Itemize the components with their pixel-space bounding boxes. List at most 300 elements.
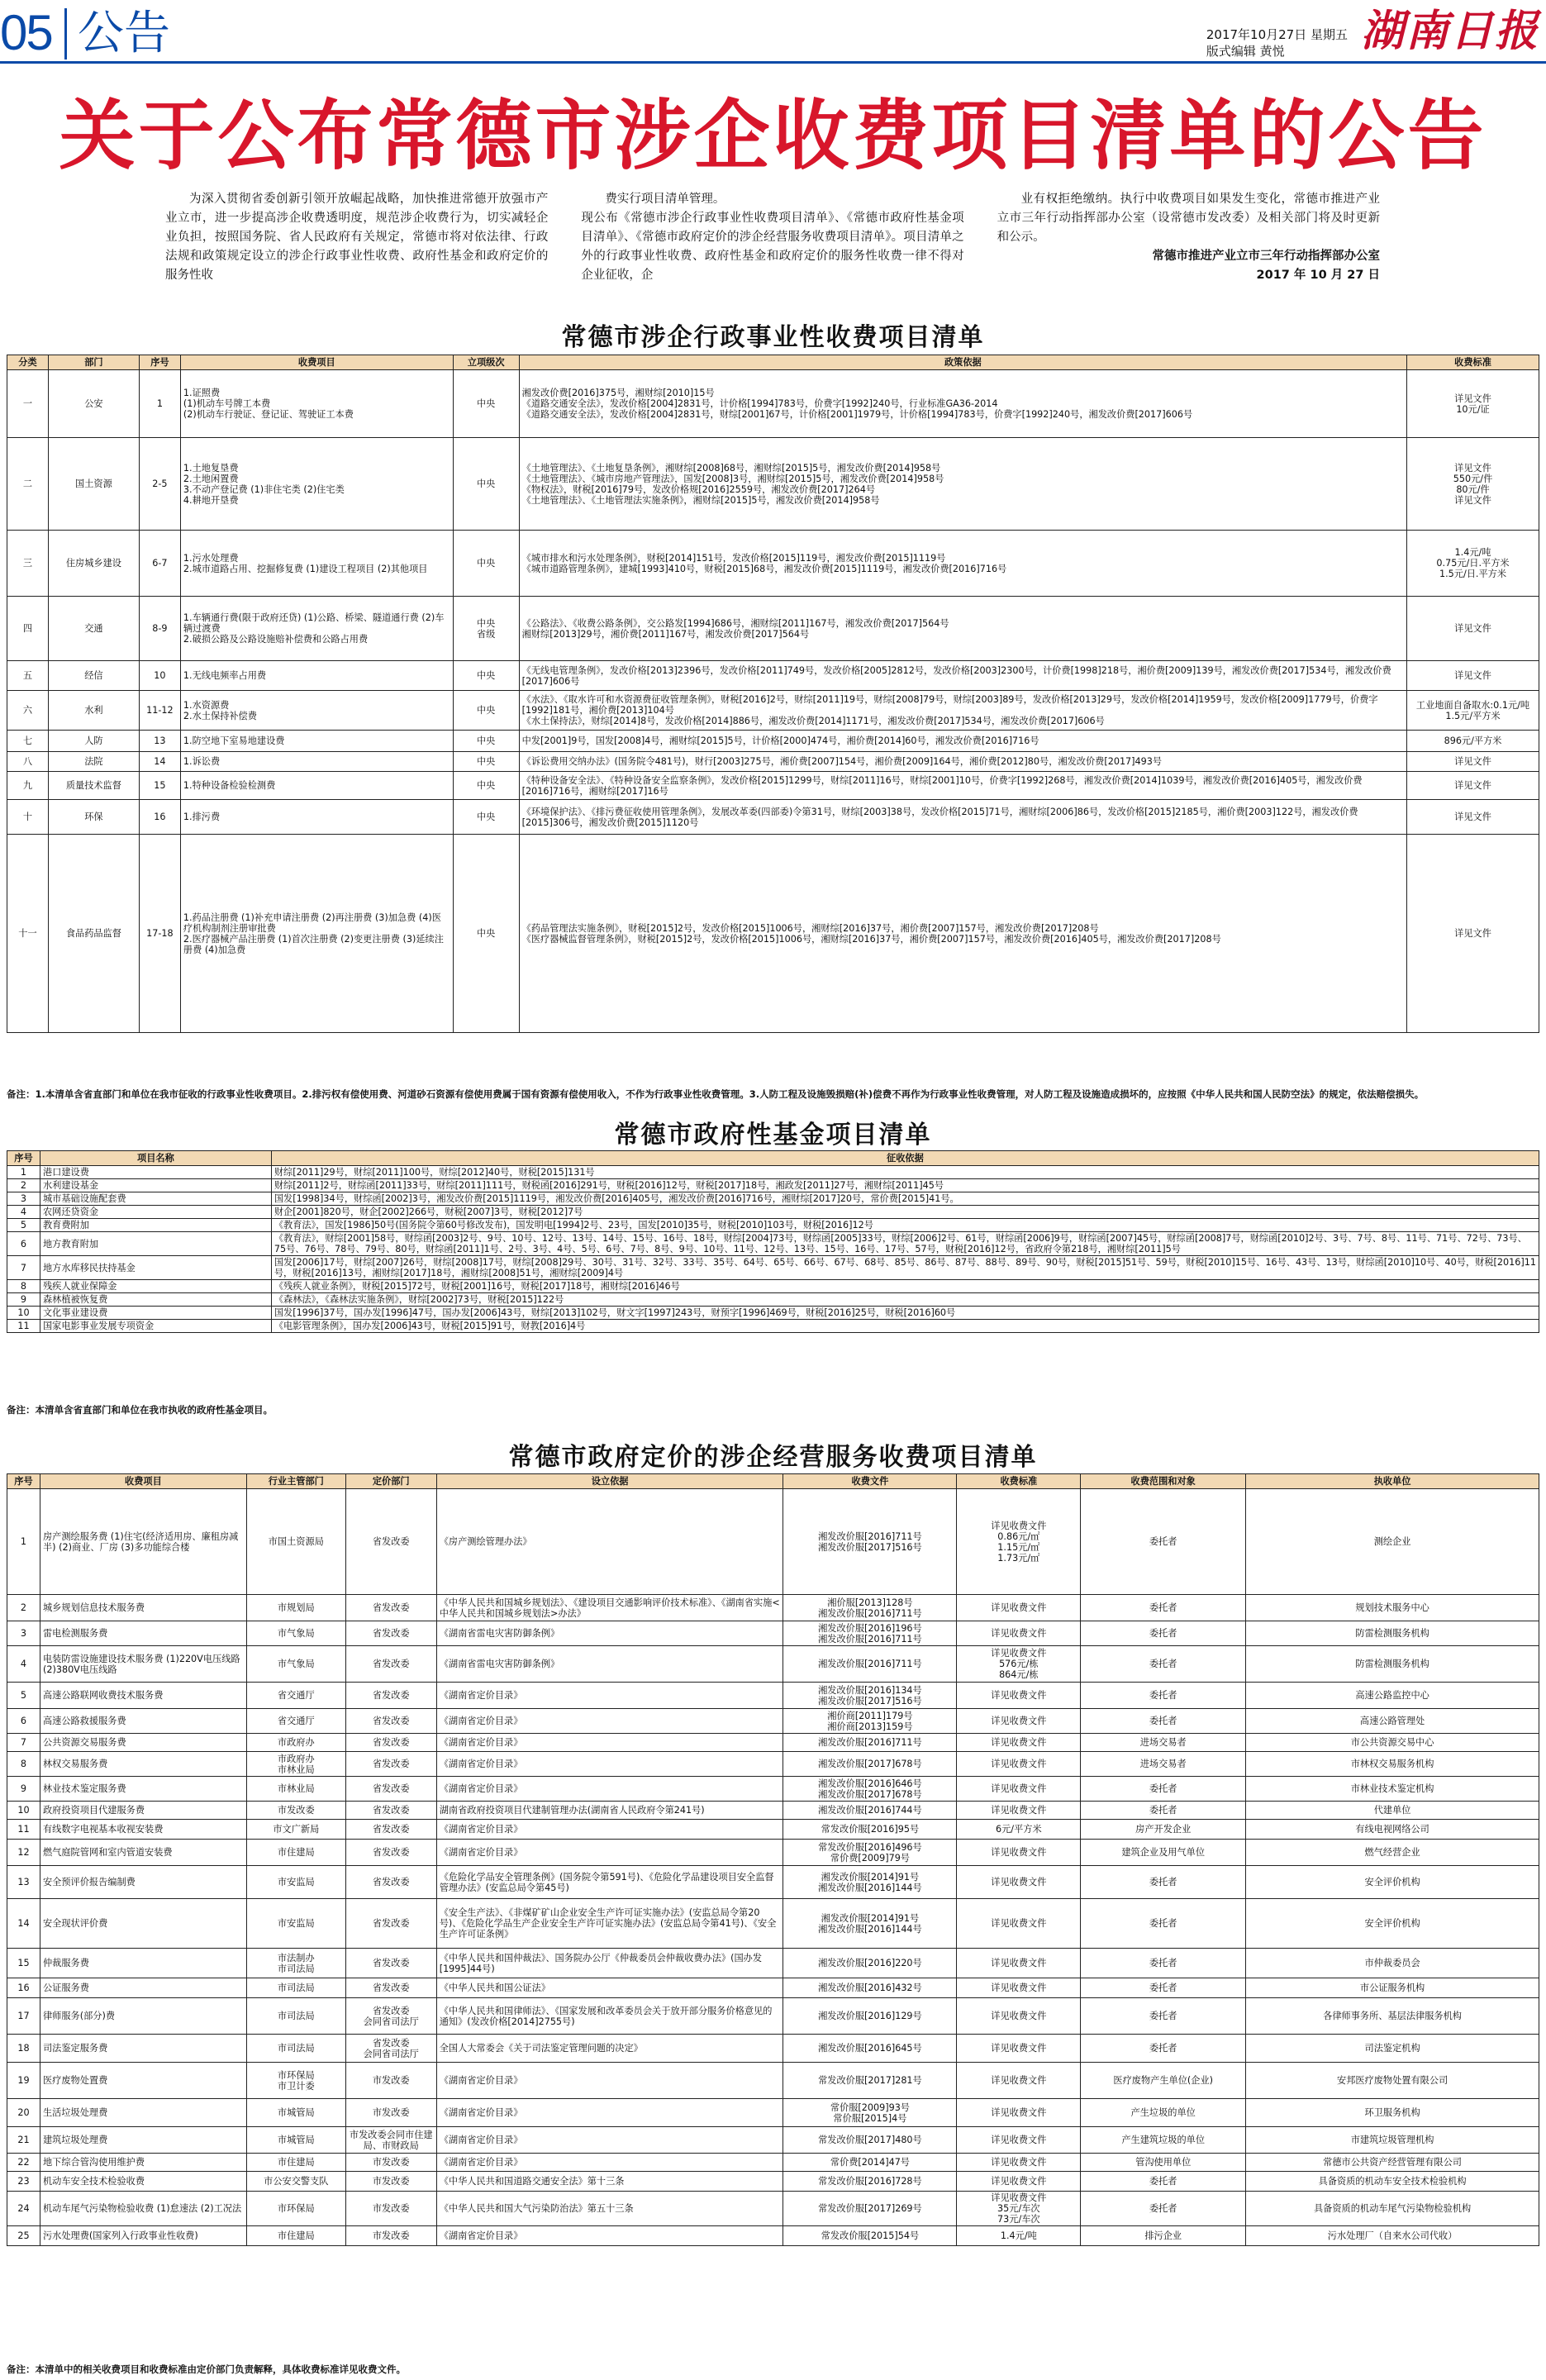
table-cell: 1.土地复垦费 2.土地闲置费 3.不动产登记费 (1)非住宅类 (2)住宅类 4.耕地开垦费 <box>180 438 453 531</box>
table-cell: 环卫服务机构 <box>1246 2099 1539 2127</box>
table-cell: 《残疾人就业条例》，财税[2015]72号，财税[2001]16号，财税[2017]18号，湘财综[2016]46号 <box>271 1280 1539 1293</box>
table-cell: 湘发改价服[2016]711号 <box>783 1734 957 1752</box>
table-row <box>7 1777 1539 1802</box>
table-cell: 1.证照费 (1)机动车号牌工本费 (2)机动车行驶证、登记证、驾驶证工本费 <box>180 370 453 438</box>
table-cell: 常价费[2014]47号 <box>783 2154 957 2172</box>
table-row <box>7 835 1539 1033</box>
table-cell: 质量技术监督 <box>48 772 139 800</box>
table-row <box>7 2154 1539 2172</box>
table-cell: 详见收费文件 <box>957 2127 1081 2154</box>
table-cell: 有线电视网络公司 <box>1246 1820 1539 1840</box>
table-cell: 市发改委 <box>345 2099 436 2127</box>
table3-title: 常德市政府定价的涉企经营服务收费项目清单 <box>508 1443 1038 1472</box>
table-cell: 委托者 <box>1081 1489 1246 1595</box>
table-cell: 地方水库移民扶持基金 <box>40 1256 271 1280</box>
table-cell: 中央 <box>453 835 519 1033</box>
table-cell: 8 <box>7 1752 40 1777</box>
table-cell: 10 <box>139 661 180 691</box>
table-cell: 4 <box>7 1646 40 1683</box>
table-cell: 10 <box>7 1307 40 1320</box>
table-cell: 省发改委 <box>345 1646 436 1683</box>
table-row <box>7 1866 1539 1899</box>
table-cell: 11 <box>7 1820 40 1840</box>
table-cell: 司法鉴定机构 <box>1246 2035 1539 2063</box>
table-cell: 详见文件 550元/件 80元/件 详见文件 <box>1407 438 1539 531</box>
table-cell: 中央 省级 <box>453 597 519 661</box>
table-row <box>7 1820 1539 1840</box>
column-header: 序号 <box>7 1151 40 1166</box>
table-row <box>7 1293 1539 1307</box>
table-row <box>7 2127 1539 2154</box>
table-cell: 医疗废物处置费 <box>40 2063 246 2099</box>
table-row <box>7 1734 1539 1752</box>
table-cell: 中央 <box>453 800 519 835</box>
table-cell: 安全现状评价费 <box>40 1899 246 1949</box>
table-cell: 湘发改价费[2016]375号，湘财综[2010]15号 《道路交通安全法》，发改价格[2004]2831号，计价格[1994]783号，价费字[1992]240号，行业标准GA36-2014 《道路交通安全法》，发改价格[2004]2831号，财综[2001]67号，计价格[2001]1979号，计价格[1994]783号，价费字[1992]240号，湘发改价费[2017]606号 <box>519 370 1406 438</box>
table-cell: 常发改价服[2016]496号 常价费[2009]79号 <box>783 1840 957 1866</box>
table-row <box>7 1646 1539 1683</box>
table-cell: 委托者 <box>1081 1646 1246 1683</box>
table-cell: 5 <box>7 1683 40 1709</box>
table-cell: 3 <box>7 1192 40 1206</box>
table-cell: 常发改价服[2015]54号 <box>783 2226 957 2246</box>
table-cell: 防雷检测服务机构 <box>1246 1621 1539 1646</box>
table-cell: 中央 <box>453 661 519 691</box>
table-cell: 《教育法》，国发[1986]50号(国务院令第60号修改发布)，国发明电[1994]2号、23号，国发[2010]35号，财税[2010]103号，财税[2016]12号 <box>271 1219 1539 1232</box>
table-row <box>7 1709 1539 1734</box>
table-cell: 24 <box>7 2192 40 2226</box>
table-cell: 《中华人民共和国道路交通安全法》第十三条 <box>436 2172 783 2192</box>
table-cell: 常价服[2009]93号 常价服[2015]4号 <box>783 2099 957 2127</box>
intro-paragraph-1: 为深入贯彻省委创新引领开放崛起战略，加快推进常德开放强市产业立市，进一步提高涉企收费透明度，规范涉企收费行为，切实减轻企业负担，按照国务院、省人民政府有关规定，常德市将对依法律、行政法规和政策规定设立的涉企行政事业性收费、政府性基金和政府定价的服务性收 <box>165 193 549 282</box>
table-cell: 全国人大常委会《关于司法鉴定管理问题的决定》 <box>436 2035 783 2063</box>
table-cell: 工业地面自备取水:0.1元/吨 1.5元/平方米 <box>1407 691 1539 731</box>
table-row <box>7 1621 1539 1646</box>
signature-date: 2017 年 10 月 27 日 <box>1256 269 1380 282</box>
table-cell: 省发改委 <box>345 1709 436 1734</box>
table-cell: 详见收费文件 <box>957 1595 1081 1621</box>
column-header: 收费文件 <box>783 1474 957 1489</box>
table-cell: 《湖南省定价目录》 <box>436 1840 783 1866</box>
table-cell: 排污企业 <box>1081 2226 1246 2246</box>
table-cell: 生活垃圾处理费 <box>40 2099 246 2127</box>
table-cell: 详见文件 <box>1407 752 1539 772</box>
table-cell: 《诉讼费用交纳办法》(国务院令481号)，财行[2003]275号，湘价费[2007]154号，湘价费[2009]164号，湘价费[2012]80号，湘发改价费[2017]493号 <box>519 752 1406 772</box>
table-cell: 详见收费文件 <box>957 1621 1081 1646</box>
column-header: 执收单位 <box>1246 1474 1539 1489</box>
column-header: 收费项目 <box>40 1474 246 1489</box>
table-cell: 1.无线电频率占用费 <box>180 661 453 691</box>
table-cell: 代建单位 <box>1246 1802 1539 1820</box>
table-cell: 市发改委 <box>345 2226 436 2246</box>
table-row <box>7 1192 1539 1206</box>
table-cell: 安全评价机构 <box>1246 1866 1539 1899</box>
table-cell: 省发改委 <box>345 1949 436 1978</box>
table-row <box>7 1280 1539 1293</box>
intro-text <box>165 190 1380 306</box>
column-header: 收费项目 <box>180 355 453 370</box>
table-row <box>7 2192 1539 2226</box>
table-cell: 公安 <box>48 370 139 438</box>
table2-title: 常德市政府性基金项目清单 <box>614 1121 932 1150</box>
table-row <box>7 1206 1539 1219</box>
table-cell: 详见收费文件 <box>957 1998 1081 2035</box>
table-cell: 《湖南省定价目录》 <box>436 1777 783 1802</box>
table-cell: 17 <box>7 1998 40 2035</box>
table-cell: 市城管局 <box>246 2099 345 2127</box>
table-cell: 燃气经营企业 <box>1246 1840 1539 1866</box>
column-header: 收费标准 <box>957 1474 1081 1489</box>
column-header: 政策依据 <box>519 355 1406 370</box>
table-cell: 林权交易服务费 <box>40 1752 246 1777</box>
table-cell: 财综[2011]2号，财综函[2011]33号，财综[2011]111号，财税函[2016]291号，财税[2016]12号，财税[2017]18号，湘政发[2011]27号，湘财综[2011]45号 <box>271 1179 1539 1192</box>
table-cell: 1 <box>139 370 180 438</box>
table-cell: 省发改委 <box>345 1899 436 1949</box>
table-cell: 十一 <box>7 835 49 1033</box>
table-cell: 经信 <box>48 661 139 691</box>
table-cell: 《中华人民共和国城乡规划法》、《建设项目交通影响评价技术标准》、《湖南省实施<中华人民共和国城乡规划法>办法》 <box>436 1595 783 1621</box>
table-header-row <box>7 355 1539 370</box>
table-cell: 6-7 <box>139 531 180 597</box>
page-number: 05 <box>0 5 52 60</box>
table-cell: 省交通厅 <box>246 1683 345 1709</box>
table-cell: 15 <box>139 772 180 800</box>
table-row <box>7 1899 1539 1949</box>
editor-text: 版式编辑 黄悦 <box>1206 44 1285 59</box>
table-cell: 3 <box>7 1621 40 1646</box>
table-cell: 详见收费文件 35元/车次 73元/车次 <box>957 2192 1081 2226</box>
table-cell: 湘发改价服[2014]91号 湘发改价服[2016]144号 <box>783 1866 957 1899</box>
table-cell: 市发改委 <box>345 2192 436 2226</box>
table-cell: 《湖南省定价目录》 <box>436 2226 783 2246</box>
table-row <box>7 1683 1539 1709</box>
table-cell: 详见收费文件 <box>957 2172 1081 2192</box>
table-cell: 交通 <box>48 597 139 661</box>
table-cell: 市发改委 <box>345 2172 436 2192</box>
headline: 关于公布常德市涉企收费项目清单的公告 <box>59 92 1487 180</box>
intro-col-1 <box>165 190 548 306</box>
table-cell: 详见收费文件 <box>957 1777 1081 1802</box>
table-header-row <box>7 1474 1539 1489</box>
table-cell: 地方教育附加 <box>40 1232 271 1256</box>
table-cell: 司法鉴定服务费 <box>40 2035 246 2063</box>
table-cell: 各律师事务所、基层法律服务机构 <box>1246 1998 1539 2035</box>
table-cell: 详见文件 <box>1407 661 1539 691</box>
table-cell: 详见收费文件 <box>957 2099 1081 2127</box>
table-row <box>7 1595 1539 1621</box>
table-cell: 25 <box>7 2226 40 2246</box>
table-row <box>7 1219 1539 1232</box>
table-cell: 13 <box>139 731 180 752</box>
table-cell: 《电影管理条例》，国办发[2006]43号，财税[2015]91号，财教[2016]4号 <box>271 1320 1539 1333</box>
table-cell: 省发改委 <box>345 1777 436 1802</box>
table-cell: 1.防空地下室易地建设费 <box>180 731 453 752</box>
table-cell: 市环保局 市卫计委 <box>246 2063 345 2099</box>
table-cell: 委托者 <box>1081 2035 1246 2063</box>
table-cell: 详见文件 <box>1407 800 1539 835</box>
table-cell: 《湖南省定价目录》 <box>436 2127 783 2154</box>
table-cell: 湘发改价服[2016]196号 湘发改价服[2016]711号 <box>783 1621 957 1646</box>
table-cell: 水利建设基金 <box>40 1179 271 1192</box>
table-cell: 省发改委 <box>345 1621 436 1646</box>
intro-paragraph-2: 费实行项目清单管理。 现公布《常德市涉企行政事业性收费项目清单》、《常德市政府性基金项目清单》、《常德市政府定价的涉企经营服务收费项目清单》。项目清单之外的行政事业性收费、政府性基金和政府定价的服务性收费一律不得对企业征收，企 <box>581 193 964 282</box>
table-cell: 市城管局 <box>246 2127 345 2154</box>
table-cell: 二 <box>7 438 49 531</box>
table-cell: 14 <box>139 752 180 772</box>
table-cell: 具备资质的机动车尾气污染物检验机构 <box>1246 2192 1539 2226</box>
table-cell: 十 <box>7 800 49 835</box>
table-cell: 公共资源交易服务费 <box>40 1734 246 1752</box>
table-cell: 五 <box>7 661 49 691</box>
table-cell: 9 <box>7 1293 40 1307</box>
table-cell: 省发改委 <box>345 1802 436 1820</box>
table-cell: 15 <box>7 1949 40 1978</box>
table-row <box>7 1320 1539 1333</box>
masthead <box>0 0 1546 68</box>
table-cell: 具备资质的机动车安全技术检验机构 <box>1246 2172 1539 2192</box>
table-cell: 农网还贷资金 <box>40 1206 271 1219</box>
table-cell: 常发改价服[2017]281号 <box>783 2063 957 2099</box>
table-cell: 《药品管理法实施条例》，财税[2015]2号，发改价格[2015]1006号，湘财综[2016]37号，湘价费[2007]157号，湘发改价费[2017]208号 《医疗器械监督管理条例》，财税[2015]2号，发改价格[2015]1006号，湘财综[2016]37号，湘价费[2007]157号，湘发改价费[2016]405号，湘发改价费[2017]208号 <box>519 835 1406 1033</box>
table-cell: 医疗废物产生单位(企业) <box>1081 2063 1246 2099</box>
column-header: 设立依据 <box>436 1474 783 1489</box>
table-cell: 中央 <box>453 691 519 731</box>
table-cell: 湘价服[2013]128号 湘发改价服[2016]711号 <box>783 1595 957 1621</box>
table-cell: 《环境保护法》、《排污费征收使用管理条例》，发展改革委(四部委)令第31号，财综[2003]38号，发改价格[2015]71号，湘财综[2006]86号，发改价格[2015]2185号，湘价费[2003]122号，湘发改价费[2015]306号，湘发改价费[2015]1120号 <box>519 800 1406 835</box>
column-header: 行业主管部门 <box>246 1474 345 1489</box>
table-cell: 详见收费文件 <box>957 1899 1081 1949</box>
table-cell: 1 <box>7 1489 40 1595</box>
table-cell: 规划技术服务中心 <box>1246 1595 1539 1621</box>
table-cell: 省发改委 <box>345 1752 436 1777</box>
table-cell: 省交通厅 <box>246 1709 345 1734</box>
table-row <box>7 1232 1539 1256</box>
table-cell: 委托者 <box>1081 1595 1246 1621</box>
table-cell: 《湖南省定价目录》 <box>436 1709 783 1734</box>
table-cell: 5 <box>7 1219 40 1232</box>
table-cell: 住房城乡建设 <box>48 531 139 597</box>
table-row <box>7 800 1539 835</box>
table-cell: 市建筑垃圾管理机构 <box>1246 2127 1539 2154</box>
table-cell: 燃气庭院管网和室内管道安装费 <box>40 1840 246 1866</box>
table-cell: 湘发改价服[2016]744号 <box>783 1802 957 1820</box>
table-cell: 详见文件 10元/证 <box>1407 370 1539 438</box>
table-cell: 委托者 <box>1081 1899 1246 1949</box>
table-cell: 14 <box>7 1899 40 1949</box>
table-cell: 《湖南省定价目录》 <box>436 1820 783 1840</box>
table-row <box>7 1998 1539 2035</box>
table-cell: 湘发改价服[2016]711号 <box>783 1646 957 1683</box>
table-cell: 7 <box>7 1734 40 1752</box>
intro-col-3 <box>997 190 1380 306</box>
column-header: 分类 <box>7 355 49 370</box>
table-cell: 市气象局 <box>246 1646 345 1683</box>
table-cell: 建筑企业及用气单位 <box>1081 1840 1246 1866</box>
table-cell: 市司法局 <box>246 1978 345 1998</box>
table-cell: 省发改委 <box>345 1683 436 1709</box>
table-row <box>7 2099 1539 2127</box>
table-cell: 《土地管理法》、《土地复垦条例》，湘财综[2008]68号，湘财综[2015]5号，湘发改价费[2014]958号 《土地管理法》、《城市房地产管理法》，国发[2008]3号，湘财综[2015]5号，湘发改价费[2014]958号 《物权法》，财税[2016]79号，发改价格规[2016]2559号，湘发改价费[2017]264号 《土地管理法》、《土地管理法实施条例》，湘财综[2015]5号，湘发改价费[2014]958号 <box>519 438 1406 531</box>
table-cell: 省发改委 <box>345 1978 436 1998</box>
table-cell: 省发改委 <box>345 1734 436 1752</box>
table-cell: 六 <box>7 691 49 731</box>
table-row <box>7 2226 1539 2246</box>
table-cell: 常德市公共资产经营管理有限公司 <box>1246 2154 1539 2172</box>
table-cell: 管沟使用单位 <box>1081 2154 1246 2172</box>
table-cell: 产生建筑垃圾的单位 <box>1081 2127 1246 2154</box>
table-cell: 房产开发企业 <box>1081 1820 1246 1840</box>
table-cell: 市发改委 <box>345 2063 436 2099</box>
table-cell: 1 <box>7 1166 40 1179</box>
table-cell: 7 <box>7 1256 40 1280</box>
table-cell: 中央 <box>453 731 519 752</box>
table-cell: 市公共资源交易中心 <box>1246 1734 1539 1752</box>
table-cell: 22 <box>7 2154 40 2172</box>
table-cell: 8 <box>7 1280 40 1293</box>
table-cell: 仲裁服务费 <box>40 1949 246 1978</box>
table-cell: 一 <box>7 370 49 438</box>
table-cell: 安全评价机构 <box>1246 1899 1539 1949</box>
table-cell: 湘发改价服[2016]645号 <box>783 2035 957 2063</box>
table-cell: 市仲裁委员会 <box>1246 1949 1539 1978</box>
column-header: 立项级次 <box>453 355 519 370</box>
table-cell: 详见收费文件 <box>957 2035 1081 2063</box>
table-cell: 《中华人民共和国仲裁法》、国务院办公厅《仲裁委员会仲裁收费办法》(国办发[1995]44号) <box>436 1949 783 1978</box>
table-cell: 中央 <box>453 531 519 597</box>
table-cell: 机动车安全技术检验收费 <box>40 2172 246 2192</box>
table-cell: 常发改价服[2017]480号 <box>783 2127 957 2154</box>
table-cell: 安全预评价报告编制费 <box>40 1866 246 1899</box>
table-cell: 详见收费文件 <box>957 1866 1081 1899</box>
table-cell: 市发改委会同市住建局、市财政局 <box>345 2127 436 2154</box>
table-cell: 委托者 <box>1081 1709 1246 1734</box>
table-cell: 详见收费文件 <box>957 1709 1081 1734</box>
table-cell: 国发[1998]34号，财综函[2002]3号，湘发改价费[2015]1119号，湘发改价费[2016]405号，湘发改价费[2016]716号，湘财综[2017]20号，常价费[2015]41号。 <box>271 1192 1539 1206</box>
table-cell: 市安监局 <box>246 1899 345 1949</box>
column-header: 序号 <box>139 355 180 370</box>
table-cell: 市政府办 <box>246 1734 345 1752</box>
table-cell: 高速公路救援服务费 <box>40 1709 246 1734</box>
table-row <box>7 1949 1539 1978</box>
table-cell: 13 <box>7 1866 40 1899</box>
table-cell: 省发改委 <box>345 1820 436 1840</box>
table-cell: 湘发改价服[2016]134号 湘发改价服[2017]516号 <box>783 1683 957 1709</box>
table-cell: 市政府办 市林业局 <box>246 1752 345 1777</box>
table-cell: 12 <box>7 1840 40 1866</box>
table-cell: 《中华人民共和国公证法》 <box>436 1978 783 1998</box>
table-row <box>7 1256 1539 1280</box>
table-cell: 市规划局 <box>246 1595 345 1621</box>
table-header-row <box>7 1151 1539 1166</box>
table-cell: 《湖南省定价目录》 <box>436 2099 783 2127</box>
table-cell: 《湖南省定价目录》 <box>436 1734 783 1752</box>
table-cell: 委托者 <box>1081 1683 1246 1709</box>
table-cell: 财企[2001]820号，财企[2002]266号，财税[2007]3号，财税[2012]7号 <box>271 1206 1539 1219</box>
table-cell: 市林权交易服务机构 <box>1246 1752 1539 1777</box>
table-cell: 1.诉讼费 <box>180 752 453 772</box>
table-cell: 《水法》、《取水许可和水资源费征收管理条例》，财税[2016]2号，财综[2011]19号，财综[2008]79号，财综[2003]89号，发改价格[2013]29号，发改价格[2014]1959号，发改价格[2009]1779号，价费字[1992]181号，湘价费[2013]104号 《水土保持法》，财综[2014]8号，发改价格[2014]886号，湘发改价费[2014]1171号，湘发改价费[2017]534号，湘发改价费[2017]606号 <box>519 691 1406 731</box>
page-number-divider <box>64 8 67 60</box>
table-row <box>7 691 1539 731</box>
table-cell: 湘发改价服[2016]432号 <box>783 1978 957 1998</box>
table-row <box>7 438 1539 531</box>
table-cell: 国土资源 <box>48 438 139 531</box>
table-cell: 进场交易者 <box>1081 1752 1246 1777</box>
table-cell: 详见文件 <box>1407 835 1539 1033</box>
table-cell: 律师服务(部分)费 <box>40 1998 246 2035</box>
table-cell: 省发改委 <box>345 1866 436 1899</box>
table-cell: 市法制办 市司法局 <box>246 1949 345 1978</box>
table-row <box>7 531 1539 597</box>
table-cell: 产生垃圾的单位 <box>1081 2099 1246 2127</box>
table-cell: 湘价商[2011]179号 湘价商[2013]159号 <box>783 1709 957 1734</box>
table-cell: 《城市排水和污水处理条例》，财税[2014]151号，发改价格[2015]119号，湘发改价费[2015]1119号 《城市道路管理条例》，建城[1993]410号，财税[2015]68号，湘发改价费[2015]1119号，湘发改价费[2016]716号 <box>519 531 1406 597</box>
table-cell: 高速公路管理处 <box>1246 1709 1539 1734</box>
table-cell: 详见收费文件 576元/栋 864元/栋 <box>957 1646 1081 1683</box>
table-cell: 八 <box>7 752 49 772</box>
table-cell: 《湖南省定价目录》 <box>436 1752 783 1777</box>
table-cell: 水利 <box>48 691 139 731</box>
table-row <box>7 2035 1539 2063</box>
table-cell: 详见收费文件 <box>957 1802 1081 1820</box>
table-row <box>7 1489 1539 1595</box>
table-cell: 国家电影事业发展专项资金 <box>40 1320 271 1333</box>
table-row <box>7 1840 1539 1866</box>
table-cell: 详见收费文件 <box>957 2154 1081 2172</box>
table-cell: 详见收费文件 <box>957 1752 1081 1777</box>
table-cell: 市安监局 <box>246 1866 345 1899</box>
table-cell: 市住建局 <box>246 1840 345 1866</box>
table-cell: 委托者 <box>1081 1949 1246 1978</box>
table-cell: 国发[2006]17号，财综[2007]26号，财综[2008]17号，财综[2008]29号、30号、31号、32号、33号、35号、64号、65号、66号、67号、68号、85号、86号、87号、88号、89号、90号，财税[2015]51号、59号，财税[2010]15号、16号、43号、13号，财综函[2010]10号、40号，财税[2016]11号，财税[2016]13号，湘财综[2017]18号，湘财综[2008]51号，湘财综[2009]4号 <box>271 1256 1539 1280</box>
table-cell: 19 <box>7 2063 40 2099</box>
table-cell: 16 <box>139 800 180 835</box>
table-cell: 《安全生产法》、《非煤矿矿山企业安全生产许可证实施办法》(安监总局令第20号)、《危险化学品生产企业安全生产许可证实施办法》(安监总局令第41号)、《安全生产许可证条例》 <box>436 1899 783 1949</box>
table-cell: 中央 <box>453 772 519 800</box>
table-cell: 委托者 <box>1081 1802 1246 1820</box>
table-cell: 6 <box>7 1232 40 1256</box>
table-cell: 国发[1996]37号，国办发[1996]47号，国办发[2006]43号，财综[2013]102号，财文字[1997]243号，财预字[1996]469号，财税[2016]25号，财税[2016]60号 <box>271 1307 1539 1320</box>
table-cell: 《中华人民共和国大气污染防治法》第五十三条 <box>436 2192 783 2226</box>
table-cell: 雷电检测服务费 <box>40 1621 246 1646</box>
table-cell: 机动车尾气污染物检验收费 (1)怠速法 (2)工况法 <box>40 2192 246 2226</box>
table-cell: 市文广新局 <box>246 1820 345 1840</box>
table-cell: 6元/平方米 <box>957 1820 1081 1840</box>
column-header: 收费标准 <box>1407 355 1539 370</box>
table-cell: 《森林法》，《森林法实施条例》，财综[2002]73号，财税[2015]122号 <box>271 1293 1539 1307</box>
table-cell: 湘发改价服[2016]711号 湘发改价服[2017]516号 <box>783 1489 957 1595</box>
table-admin-fees <box>7 355 1539 1033</box>
table-cell: 1.污水处理费 2.城市道路占用、挖掘修复费 (1)建设工程项目 (2)其他项目 <box>180 531 453 597</box>
table-cell: 省发改委 会同省司法厅 <box>345 2035 436 2063</box>
table-cell: 896元/平方米 <box>1407 731 1539 752</box>
table-row <box>7 1752 1539 1777</box>
table-cell: 高速公路联网收费技术服务费 <box>40 1683 246 1709</box>
table-cell: 湘发改价服[2016]129号 <box>783 1998 957 2035</box>
column-header: 征收依据 <box>271 1151 1539 1166</box>
table-cell: 8-9 <box>139 597 180 661</box>
table-cell: 《危险化学品安全管理条例》(国务院令第591号)、《危险化学品建设项目安全监督管理办法》(安监总局令第45号) <box>436 1866 783 1899</box>
table-cell: 17-18 <box>139 835 180 1033</box>
table1-title: 常德市涉企行政事业性收费项目清单 <box>561 323 985 352</box>
table2-note: 备注：本清单含省直部门和单位在我市执收的政府性基金项目。 <box>7 1404 273 1416</box>
column-header: 序号 <box>7 1474 40 1489</box>
signature-org: 常德市推进产业立市三年行动指挥部办公室 <box>1152 250 1380 263</box>
table-cell: 中央 <box>453 752 519 772</box>
table-cell: 有线数字电视基本收视安装费 <box>40 1820 246 1840</box>
table-cell: 市住建局 <box>246 2226 345 2246</box>
table-row <box>7 731 1539 752</box>
